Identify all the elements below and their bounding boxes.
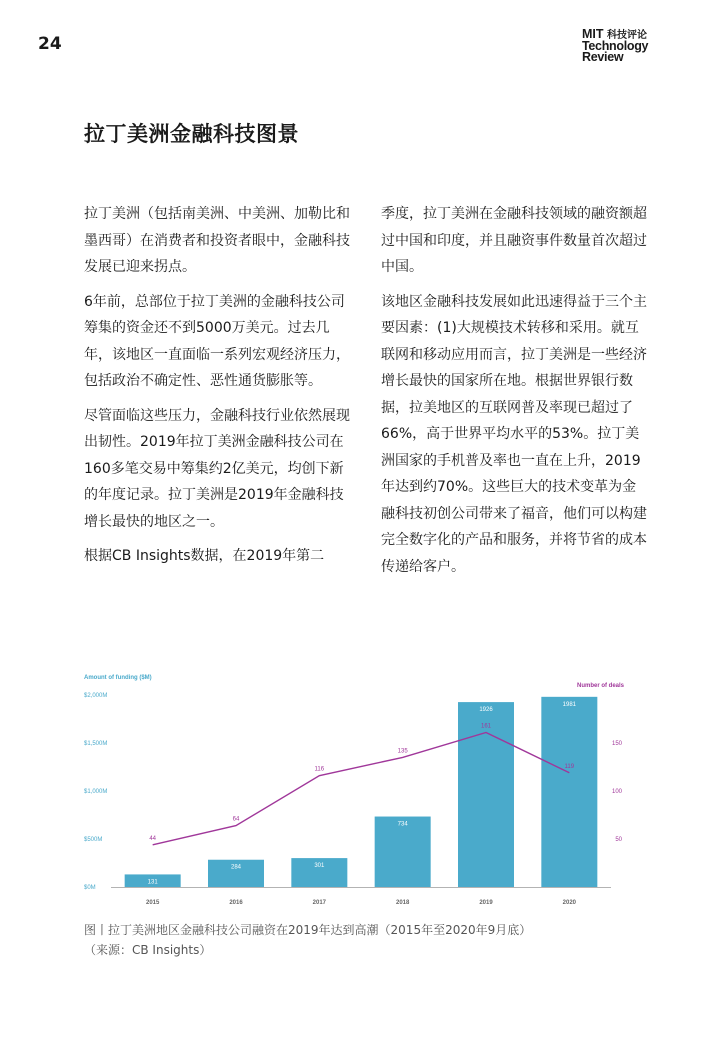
y2-tick-label: 100	[611, 789, 622, 795]
logo-mit: MIT	[582, 27, 604, 41]
bar-data-label: 1926	[479, 707, 493, 714]
y-axis-title: Amount of funding ($M)	[84, 675, 152, 681]
left-column	[84, 201, 352, 578]
right-column	[381, 201, 649, 588]
paragraph: 根据CB Insights数据，在2019年第二	[84, 548, 325, 564]
y2-tick-label: 150	[611, 741, 622, 747]
deals-data-label: 64	[232, 816, 240, 823]
bar-data-label: 734	[397, 821, 408, 828]
x-tick-label: 2017	[312, 900, 327, 906]
mit-technology-review-logo	[582, 29, 648, 63]
y-tick-label: $1,500M	[84, 741, 108, 747]
funding-chart	[76, 665, 636, 915]
bar-data-label: 131	[147, 879, 158, 886]
paragraph: 尽管面临这些压力，金融科技行业依然展现出韧性。2019年拉丁美洲金融科技公司在160多笔交易中筹集约2亿美元，均创下新的年度记录。拉丁美洲是2019年金融科技增长最快的地区之一。	[84, 407, 350, 530]
bar-data-label: 1981	[562, 701, 577, 708]
caption-line-2: （来源：CB Insights）	[84, 943, 212, 957]
y-tick-label: $2,000M	[84, 693, 108, 699]
x-tick-label: 2015	[145, 900, 160, 906]
paragraph: 6年前，总部位于拉丁美洲的金融科技公司筹集的资金还不到5000万美元。过去几年，该地区一直面临一系列宏观经济压力，包括政治不确定性、恶性通货膨胀等。	[84, 293, 350, 389]
paragraph: 季度，拉丁美洲在金融科技领域的融资额超过中国和印度，并且融资事件数量首次超过中国。	[381, 206, 647, 275]
deals-data-label: 116	[314, 766, 325, 773]
paragraph: 该地区金融科技发展如此迅速得益于三个主要因素：(1)大规模技术转移和采用。就互联网和移动应用而言，拉丁美洲是一些经济增长最快的国家所在地。根据世界银行数据，拉美地区的互联网普及率现已超过了66%，高于世界平均水平的53%。拉丁美洲国家的手机普及率也一直在上升，2019年达到约70%。这些巨大的技术变革为金融科技初创公司带来了福音，他们可以构建完全数字化的产品和服务，并将节省的成本传递给客户。	[381, 293, 647, 575]
deals-data-label: 135	[397, 748, 408, 755]
bar-data-label: 301	[314, 863, 325, 870]
x-tick-label: 2020	[562, 900, 577, 906]
y-tick-label: $1,000M	[84, 789, 108, 795]
page-number: 24	[38, 34, 62, 54]
logo-review: Review	[582, 50, 624, 64]
deals-data-label: 44	[149, 835, 157, 842]
bar-data-label: 284	[230, 864, 242, 871]
logo-cn: 科技评论	[607, 30, 648, 41]
bar	[541, 697, 597, 887]
deals-data-label: 119	[564, 763, 575, 770]
figure-caption	[84, 920, 531, 960]
y-tick-label: $0M	[84, 885, 96, 891]
x-tick-label: 2019	[479, 900, 493, 906]
x-tick-label: 2018	[395, 900, 410, 906]
x-tick-label: 2016	[229, 900, 243, 906]
paragraph: 拉丁美洲（包括南美洲、中美洲、加勒比和墨西哥）在消费者和投资者眼中，金融科技发展已迎来拐点。	[84, 206, 350, 275]
logo-technology: Technology	[582, 39, 649, 53]
y2-axis-title: Number of deals	[576, 683, 624, 689]
caption-line-1: 图丨拉丁美洲地区金融科技公司融资在2019年达到高潮（2015年至2020年9月底）	[84, 923, 532, 937]
y-tick-label: $500M	[84, 837, 103, 843]
bar	[458, 702, 514, 887]
deals-data-label: 161	[480, 723, 492, 730]
y2-tick-label: 50	[615, 837, 622, 843]
page-title: 拉丁美洲金融科技图景	[84, 122, 299, 146]
